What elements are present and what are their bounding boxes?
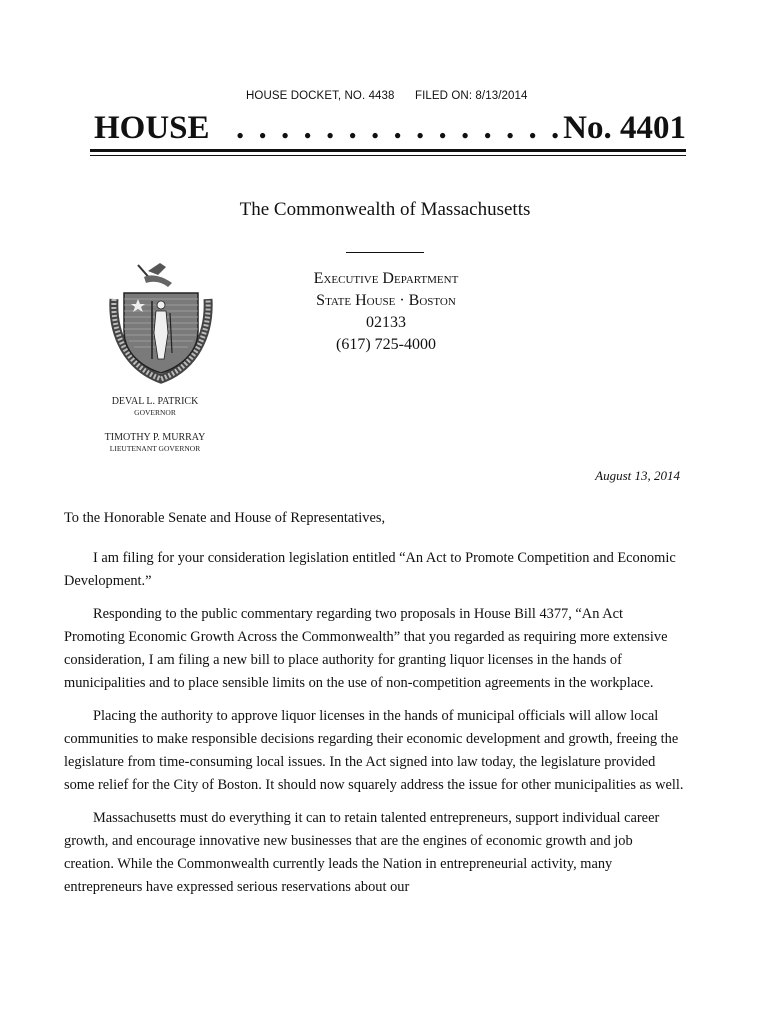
officials-block [90, 396, 220, 454]
executive-divider [346, 252, 424, 253]
filed-date: FILED ON: 8/13/2014 [415, 90, 528, 102]
commonwealth-title: The Commonwealth of Massachusetts [239, 199, 531, 220]
lieutenant-governor-title: LIEUTENANT GOVERNOR [109, 444, 201, 453]
paragraph: Massachusetts must do everything it can to retain talented entrepreneurs, support individual career growth, and encourage innovative new businesses that are the engines of economic growth and job creation. While the Commonwealth currently leads the Nation in entrepreneurial activity, many entrepreneurs have expressed serious reservations about our [64, 810, 660, 895]
paragraph: Placing the authority to approve liquor licenses in the hands of municipal officials will allow local communities to make responsible decisions regarding their economic development and growth, freeing the legislature from time-consuming local issues. In the Act signed into law today, the legislature provided some relief for the City of Boston. It should now squarely address the issue for other municipalities as well. [64, 708, 684, 793]
paragraph: I am filing for your consideration legislation entitled “An Act to Promote Competition and Economic Development.” [64, 550, 676, 589]
massachusetts-seal-icon [108, 255, 214, 385]
governor-name: DEVAL L. PATRICK [111, 396, 199, 407]
executive-block [296, 268, 476, 356]
paragraph: Responding to the public commentary regarding two proposals in House Bill 4377, “An Act Promoting Economic Growth Across the Commonwealth” that you regarded as requiring more extensive consideration, I am filing a new bill to place authority for granting liquor licenses in the hands of municipalities and to place sensible limits on the use of non-competition agreements in the workplace. [64, 606, 668, 691]
header-rule-thin [90, 155, 686, 156]
house-bill-header [94, 110, 686, 150]
letter-date: August 13, 2014 [595, 468, 680, 483]
docket-number: HOUSE DOCKET, NO. 4438 [246, 90, 395, 102]
executive-department: Executive Department [313, 270, 459, 287]
lieutenant-governor-name: TIMOTHY P. MURRAY [104, 432, 206, 443]
salutation: To the Honorable Senate and House of Representatives, [64, 510, 386, 526]
governor-title: GOVERNOR [134, 408, 176, 417]
phone-number: (617) 725-4000 [336, 336, 436, 353]
state-house-address: State House · Boston 02133 [316, 292, 456, 331]
house-label: HOUSE [94, 110, 210, 146]
letter-body [64, 547, 684, 909]
header-rule-thick [90, 149, 686, 152]
bill-number: No. 4401 [563, 110, 686, 146]
leader-dots: . . . . . . . . . . . . . . . [236, 110, 563, 146]
